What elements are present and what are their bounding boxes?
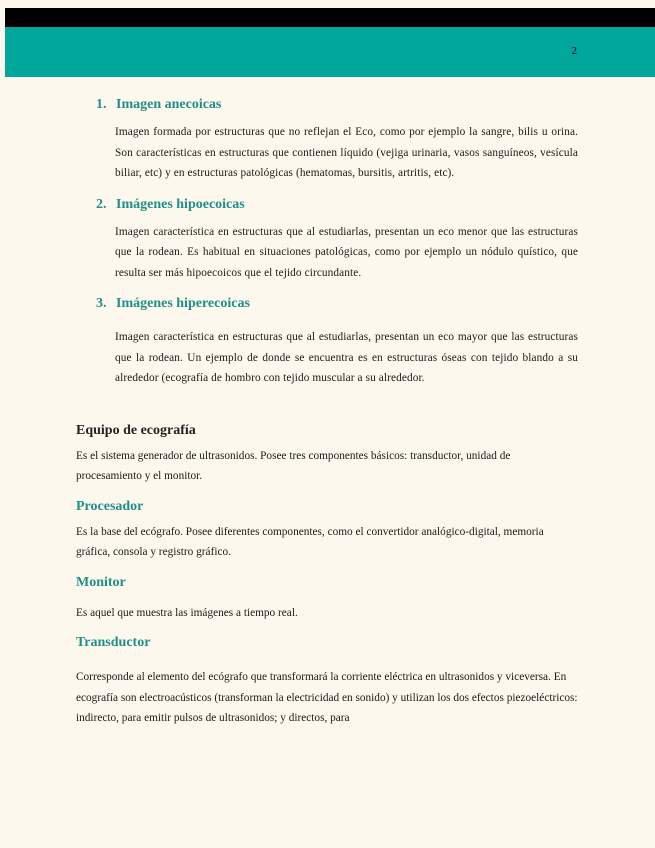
subheading-procesador: Procesador: [76, 498, 144, 514]
procesador-paragraph: Es la base del ecógrafo. Posee diferentes componentes, como el convertidor analógico-digital, memoria gráfica, consola y registro gráfico.: [76, 525, 544, 558]
page-number: 2: [571, 45, 577, 57]
list-item-body: Imagen formada por estructuras que no reflejan el Eco, como por ejemplo la sangre, bilis u orina. Son características en estructuras que contienen líquido (vejiga urinaria, vasos sanguíneos, vesícula biliar, etc) y en estructuras patológicas (hematomas, bursitis, artritis, etc).: [115, 126, 578, 179]
subheading-monitor: Monitor: [76, 574, 126, 590]
top-black-bar: [5, 8, 655, 27]
list-title-text: Imágenes hiperecoicas: [116, 296, 250, 311]
list-item-body: Imagen característica en estructuras que al estudiarlas, presentan un eco mayor que las estructuras que la rodean. Un ejemplo de donde se encuentra es en estructuras óseas con tejido blando a su alrededor (ecografía de hombro con tejido muscular a su alrededor.: [115, 331, 578, 384]
list-item-body: Imagen característica en estructuras que al estudiarlas, presentan un eco menor que las estructuras que la rodean. Es habitual en situaciones patológicas, como por ejemplo un nódulo quístico, que resulta ser más hipoecoicos que el tejido circundante.: [115, 225, 578, 279]
list-number: 3.: [96, 296, 107, 311]
list-item-title: [96, 92, 578, 118]
list-item-title: [96, 192, 578, 218]
list-item-title: [96, 291, 578, 317]
header-band: [5, 27, 655, 77]
transductor-paragraph: Corresponde al elemento del ecógrafo que transformará la corriente eléctrica en ultrasonidos y viceversa. En ecografía son electroacústicos (transforman la electricidad en sonido) y utilizan los dos efectos piezoeléctricos: indirecto, para emitir pulsos de ultrasonidos; y directos, para: [76, 671, 578, 724]
list-item: [76, 192, 578, 284]
section-heading-equipo: Equipo de ecografía: [76, 422, 196, 438]
list-item: [76, 291, 578, 389]
list-title-text: Imagen anecoicas: [116, 97, 222, 112]
list-item: [76, 92, 578, 184]
list-number: 1.: [96, 97, 107, 112]
monitor-paragraph: Es aquel que muestra las imágenes a tiempo real.: [76, 606, 298, 619]
list-number: 2.: [96, 196, 107, 212]
list-title-text: Imágenes hipoecoicas: [116, 196, 245, 212]
subheading-transductor: Transductor: [76, 635, 151, 650]
document-body: [76, 92, 578, 729]
equipo-paragraph: Es el sistema generador de ultrasonidos. Posee tres componentes básicos: transductor, unidad de procesamiento y el monitor.: [76, 449, 511, 482]
